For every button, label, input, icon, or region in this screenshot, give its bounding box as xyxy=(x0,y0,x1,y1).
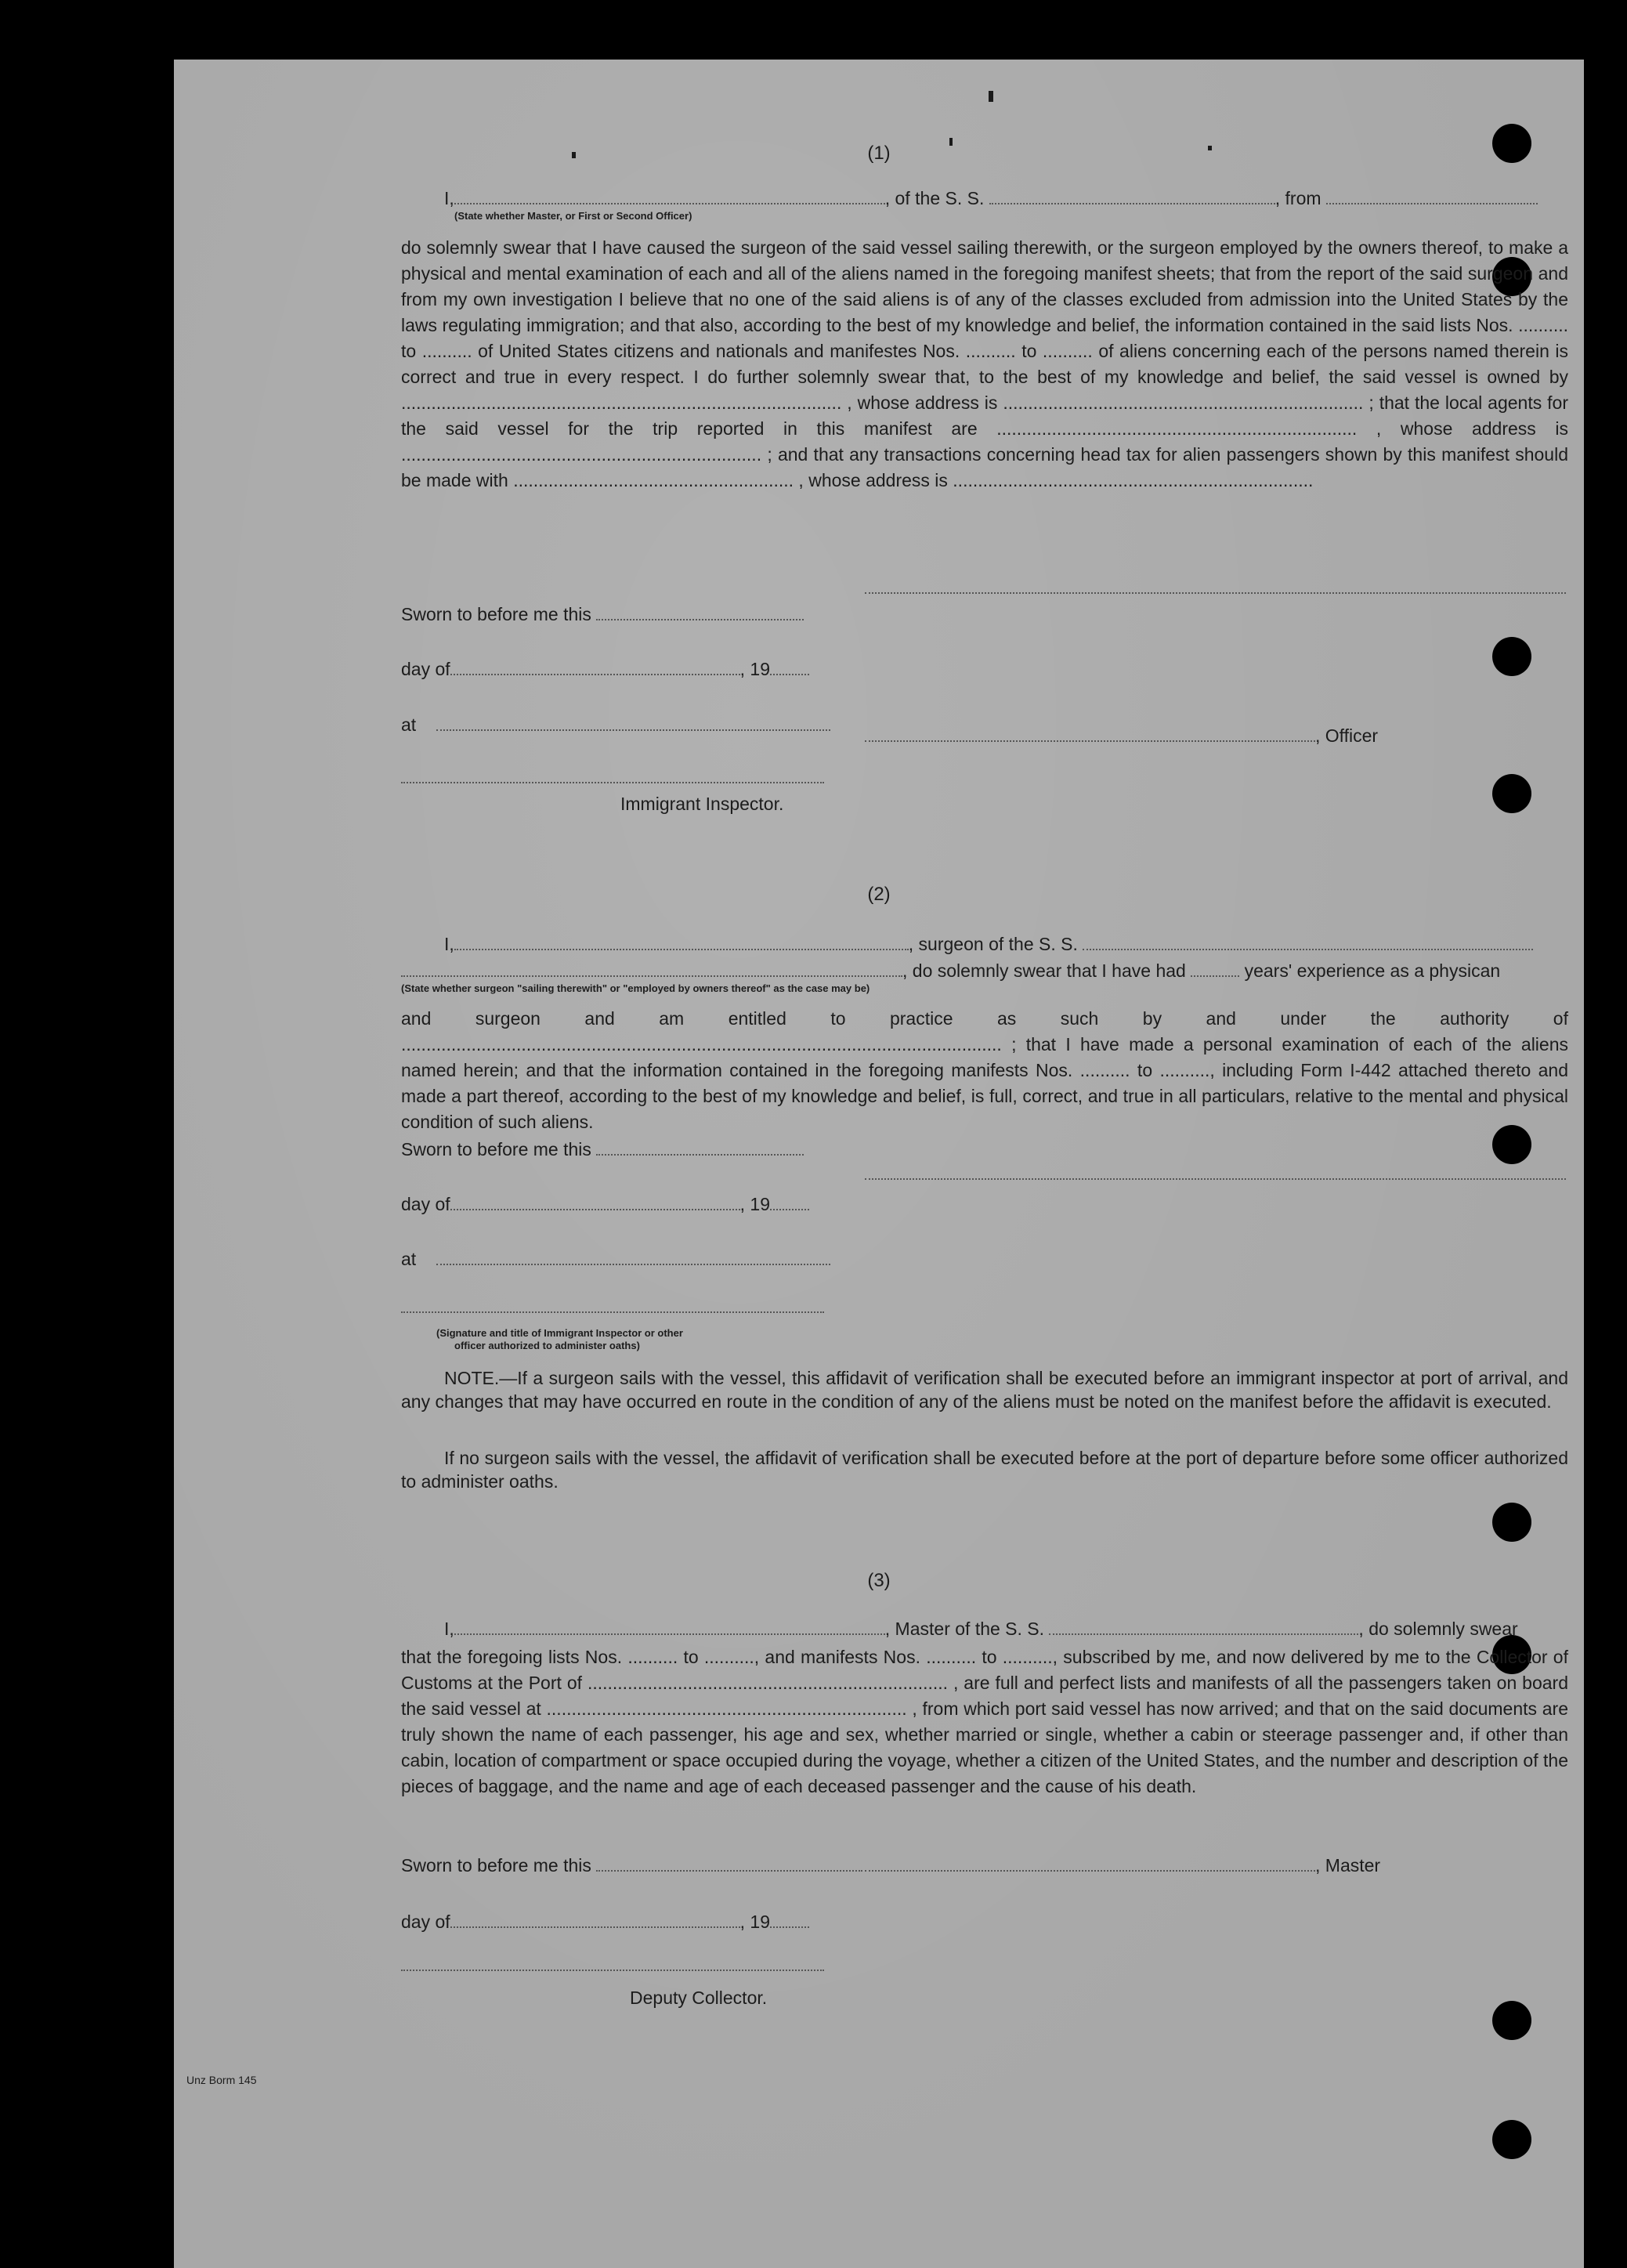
surgeon-role-field[interactable] xyxy=(401,975,902,977)
from-label: , from xyxy=(1274,188,1321,208)
at-line-1: at xyxy=(401,714,830,736)
from-port-field[interactable] xyxy=(1326,203,1538,204)
speck xyxy=(989,91,993,102)
punch-hole xyxy=(1492,2120,1531,2159)
year-field[interactable] xyxy=(770,674,809,675)
surgeon-name-field[interactable] xyxy=(454,949,909,950)
master-signature-line: , Master xyxy=(865,1855,1380,1876)
section-1-declaration-line xyxy=(444,188,1538,209)
section-3-declaration-line: I, , Master of the S. S. , do solemnly swear xyxy=(444,1619,1518,1639)
master-name-field[interactable] xyxy=(454,1633,885,1635)
at-line-2: at xyxy=(401,1249,830,1270)
form-sheet xyxy=(174,60,1584,2268)
day-field-2[interactable] xyxy=(450,1209,740,1210)
year-field-3[interactable] xyxy=(770,1926,809,1928)
day-of-line-1: day of , 19 xyxy=(401,659,809,680)
section-2-declaration-line: I, , surgeon of the S. S. xyxy=(444,934,1533,955)
surgeon-signature-line xyxy=(865,1178,1566,1180)
day-field[interactable] xyxy=(450,674,740,675)
punch-hole xyxy=(1492,1503,1531,1542)
vessel-name-field[interactable] xyxy=(989,203,1275,204)
day-field-3[interactable] xyxy=(450,1926,740,1928)
section-1-body: do solemnly swear that I have caused the surgeon of the said vessel sailing therewith, or the surgeon employed by the owners thereof, to make a physical and mental examination of each and all of the aliens named in the foregoing manifest sheets; that from the report of the said surgeon and from my own investigation I believe that no one of the said aliens is of any of the classes excluded from admission into the United States by the laws regulating immigration; and that also, according to the best of my knowledge and belief, the information contained in the said lists Nos. .......... to .......... of United States citizens and nationals and manifestes Nos. .......... to .......... of aliens concerning each of the persons named therein is correct and true in every respect. I do further solemnly swear that, to the best of my knowledge and belief, the said vessel is owned by ........................................................................................ , whose address is ........................................................................ ; that the local agents for the said vessel for the trip reported in this manifest are ........................................................................ , whose address is ........................................................................ ; and that any transactions concerning head tax for alien passengers shown by this manifest should be made with ........................................................ , whose address is ........................................................................ xyxy=(401,237,1568,490)
form-identifier: Unz Borm 145 xyxy=(186,2074,257,2086)
signature-line-1 xyxy=(865,592,1566,594)
years-field[interactable] xyxy=(1191,975,1239,977)
note-paragraph-2: If no surgeon sails with the vessel, the affidavit of verification shall be executed before at the port of departure before some officer authorized to administer oaths. xyxy=(401,1448,1568,1492)
day-of-line-3: day of , 19 xyxy=(401,1912,809,1933)
deputy-collector-label: Deputy Collector. xyxy=(630,1988,768,2008)
sworn-date-field[interactable] xyxy=(596,619,804,620)
sworn-line-1: Sworn to before me this xyxy=(401,604,804,625)
section-1-number: (1) xyxy=(867,143,891,164)
officer-signature-field[interactable] xyxy=(865,740,1315,742)
section-2-number: (2) xyxy=(867,884,891,905)
declarant-prefix: I, xyxy=(444,188,454,208)
signature-note-line-1: (Signature and title of Immigrant Inspector or other xyxy=(436,1327,683,1339)
sworn-date-field-3[interactable] xyxy=(596,1870,862,1872)
master-signature-field[interactable] xyxy=(865,1870,1315,1872)
sworn-line-3: Sworn to before me this xyxy=(401,1855,862,1876)
at-place-field[interactable] xyxy=(436,729,830,731)
day-of-line-2: day of , 19 xyxy=(401,1194,809,1215)
section-2-body: and surgeon and am entitled to practice as such by and under the authority of ........................................................................................................................ ; that I have made a personal examination of each of the aliens named herein; and that the information contained in the foregoing manifests Nos. .......... to .........., including Form I-442 attached thereto and made a part thereof, according to the best of my knowledge and belief, is full, correct, and true in all particulars, relative to the mental and physical condition of such aliens. xyxy=(401,1008,1568,1132)
officer-name-field[interactable] xyxy=(454,203,885,204)
punch-hole xyxy=(1492,774,1531,813)
immigrant-inspector-label: Immigrant Inspector. xyxy=(620,794,784,814)
punch-hole xyxy=(1492,2001,1531,2040)
deputy-signature-line xyxy=(401,1970,824,1971)
signature-note-line-2: officer authorized to administer oaths) xyxy=(454,1340,640,1351)
year-field-2[interactable] xyxy=(770,1209,809,1210)
sworn-date-field-2[interactable] xyxy=(596,1154,804,1156)
master-vessel-field[interactable] xyxy=(1049,1633,1358,1635)
inspector-signature-line xyxy=(401,782,824,783)
officer-signature-line: , Officer xyxy=(865,725,1378,747)
section-3-number: (3) xyxy=(867,1570,891,1591)
at-place-field-2[interactable] xyxy=(436,1264,830,1265)
of-ss-label: , of the S. S. xyxy=(884,188,985,208)
sworn-line-2: Sworn to before me this xyxy=(401,1139,804,1160)
surgeon-vessel-field[interactable] xyxy=(1083,949,1533,950)
officer-rank-note: (State whether Master, or First or Second Officer) xyxy=(454,210,692,222)
surgeon-role-note: (State whether surgeon "sailing therewith" or "employed by owners thereof" as the case may be) xyxy=(401,982,870,994)
section-3-body: that the foregoing lists Nos. .......... to .........., and manifests Nos. .......... to .........., subscribed by me, and now delivered by me to the Collector of Customs at the Port of ........................................................................ , are full and perfect lists and manifests of all the passengers taken on board the said vessel at ........................................................................ , from which port said vessel has now arrived; and that on the said documents are truly shown the name of each passenger, his age and sex, whether married or single, whether a cabin or steerage passenger and, if other than cabin, location of compartment or space occupied during the voyage, whether a citizen of the United States, and the number and description of the pieces of baggage, and the name and age of each deceased passenger and the cause of his death. xyxy=(401,1647,1568,1796)
punch-hole xyxy=(1492,637,1531,676)
inspector-signature-line-2 xyxy=(401,1311,824,1313)
section-2-swear-line: , do solemnly swear that I have had years' experience as a physican xyxy=(401,960,1500,982)
note-paragraph-1: NOTE.—If a surgeon sails with the vessel, this affidavit of verification shall be executed before an immigrant inspector at port of arrival, and any changes that may have occurred en route in the condition of any of the aliens must be noted on the manifest before the affidavit is executed. xyxy=(401,1368,1568,1412)
